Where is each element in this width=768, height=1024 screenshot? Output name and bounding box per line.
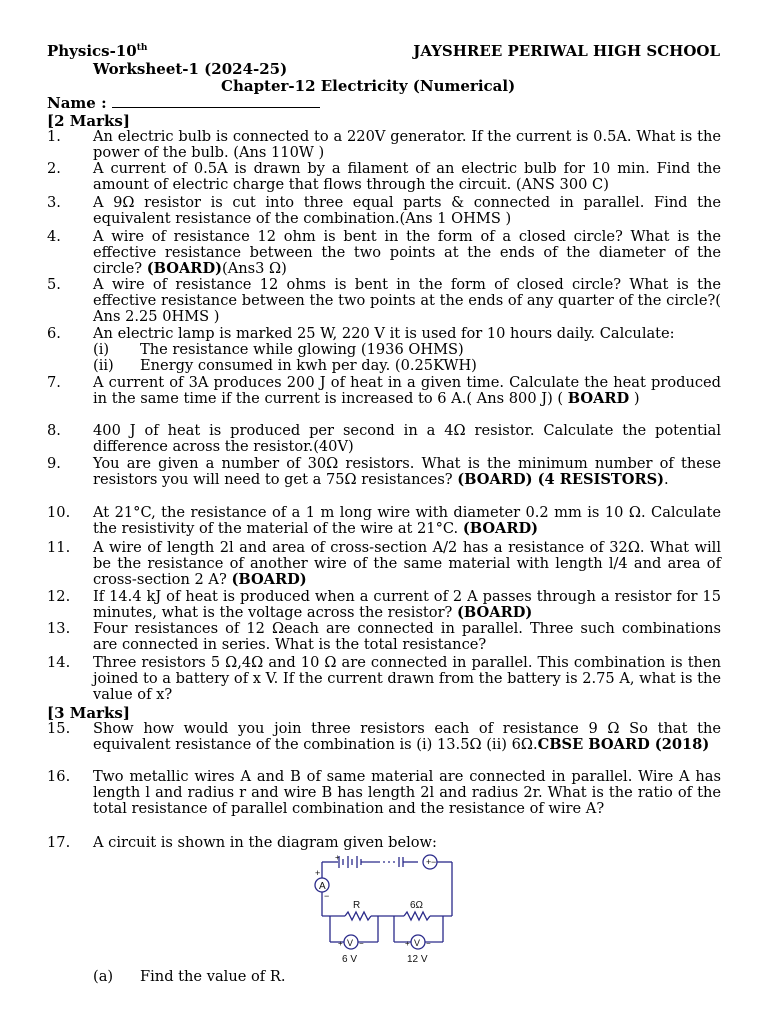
question-item: 16. Two metallic wires A and B of same material are connected in parallel. Wire A has length l and radius r and wire B has length 2l and radius 2r. What is the ratio of the total resistance of parallel combination and the resistance of wire A?	[47, 768, 721, 818]
question-item: 14. Three resistors 5 Ω,4Ω and 10 Ω are connected in parallel. This combination is then joined to a battery of x V. If the current drawn from the battery is 2.75 A, what is the value of x?	[47, 654, 721, 704]
ammeter-plus: +	[315, 868, 321, 878]
worksheet-title: Worksheet-1 (2024-25)	[93, 60, 288, 78]
section-three-marks: [3 Marks]	[47, 704, 130, 722]
resistor-r-label: R	[353, 900, 361, 911]
question-item: 6. An electric lamp is marked 25 W, 220 V it is used for 10 hours daily. Calculate: (i) The resistance while glowing (1936 OHMS) (ii) Energy consumed in kwh per day. (0.25KWH)	[47, 326, 721, 375]
name-blank-line	[112, 95, 320, 108]
question-item: 2. A current of 0.5A is drawn by a filament of an electric bulb for 10 min. Find the amount of electric charge that flows through the circuit. (ANS 300 C)	[47, 160, 721, 194]
resistor-r	[345, 912, 371, 920]
question-item: 11. A wire of length 2l and area of cross-section A/2 has a resistance of 32Ω. What will be the resistance of another wire of the same material with length l/4 and area of cross-section 2 A? (BOARD)	[47, 539, 721, 589]
question-item: 9. You are given a number of 30Ω resistors. What is the minimum number of these resistors you will need to get a 75Ω resistances? (BOARD) (4 RESISTORS).	[47, 455, 721, 489]
key-plus: +	[426, 857, 432, 867]
question-item: 10. At 21°C, the resistance of a 1 m long wire with diameter 0.2 mm is 10 Ω. Calculate the resistivity of the material of the wire at 21°C. (BOARD)	[47, 504, 721, 538]
voltmeter-plus: +	[338, 939, 343, 948]
voltmeter-plus: +	[405, 939, 410, 948]
voltmeter-2-reading: 12 V	[407, 954, 428, 965]
question-item: 4. A wire of resistance 12 ohm is bent in the form of a closed circle? What is the effective resistance between the two points at the ends of the diameter of the circle? (BOARD)(Ans3 Ω)	[47, 228, 721, 278]
voltmeter-symbol: V	[414, 938, 421, 948]
ammeter-label: A	[319, 881, 326, 892]
question-item: 8. 400 J of heat is produced per second in a 4Ω resistor. Calculate the potential difference across the resistor.(40V)	[47, 422, 721, 456]
voltmeter-1-reading: 6 V	[342, 954, 358, 965]
circuit-diagram	[300, 852, 470, 967]
question-item: 1. An electric bulb is connected to a 220V generator. If the current is 0.5A. What is the power of the bulb. (Ans 110W )	[47, 128, 721, 162]
section-two-marks: [2 Marks]	[47, 112, 130, 130]
question-item: 13. Four resistances of 12 Ωeach are connected in parallel. Three such combinations are connected in series. What is the total resistance?	[47, 620, 721, 654]
subject-heading: Physics-10th	[47, 42, 148, 60]
question-item: 5. A wire of resistance 12 ohms is bent in the form of closed circle? What is the effective resistance between the two points at the ends of any quarter of the circle?( Ans 2.25 0HMS )	[47, 276, 721, 326]
resistor-6ohm	[404, 912, 430, 920]
name-field: Name :	[47, 94, 320, 112]
chapter-title: Chapter-12 Electricity (Numerical)	[221, 77, 516, 95]
sub-question: (ii) Energy consumed in kwh per day. (0.25KWH)	[93, 357, 477, 375]
question-item: 12. If 14.4 kJ of heat is produced when a current of 2 A passes through a resistor for 15 minutes, what is the voltage across the resistor? (BOARD)	[47, 588, 721, 622]
question-item: 3. A 9Ω resistor is cut into three equal parts & connected in parallel. Find the equivalent resistance of the combination.(Ans 1 OHMS )	[47, 194, 721, 228]
voltmeter-minus: −	[426, 939, 431, 948]
question-item: 7. A current of 3A produces 200 J of heat in a given time. Calculate the heat produced in the same time if the current is increased to 6 A.( Ans 800 J) ( BOARD )	[47, 374, 721, 408]
ammeter-minus: −	[324, 891, 330, 901]
voltmeter-minus: −	[359, 939, 364, 948]
question-item: 15. Show how would you join three resistors each of resistance 9 Ω So that the equivalent resistance of the combination is (i) 13.5Ω (ii) 6Ω.CBSE BOARD (2018)	[47, 720, 721, 754]
resistor-6ohm-label: 6Ω	[410, 900, 424, 911]
voltmeter-symbol: V	[347, 938, 354, 948]
key-minus: −	[431, 857, 437, 867]
school-name: JAYSHREE PERIWAL HIGH SCHOOL	[413, 42, 720, 60]
sub-question: (i) The resistance while glowing (1936 OHMS)	[93, 341, 464, 359]
question-item: 17. A circuit is shown in the diagram given below:	[47, 834, 437, 851]
battery-plus: +	[335, 853, 340, 862]
sub-question-a: (a) Find the value of R.	[93, 968, 286, 985]
